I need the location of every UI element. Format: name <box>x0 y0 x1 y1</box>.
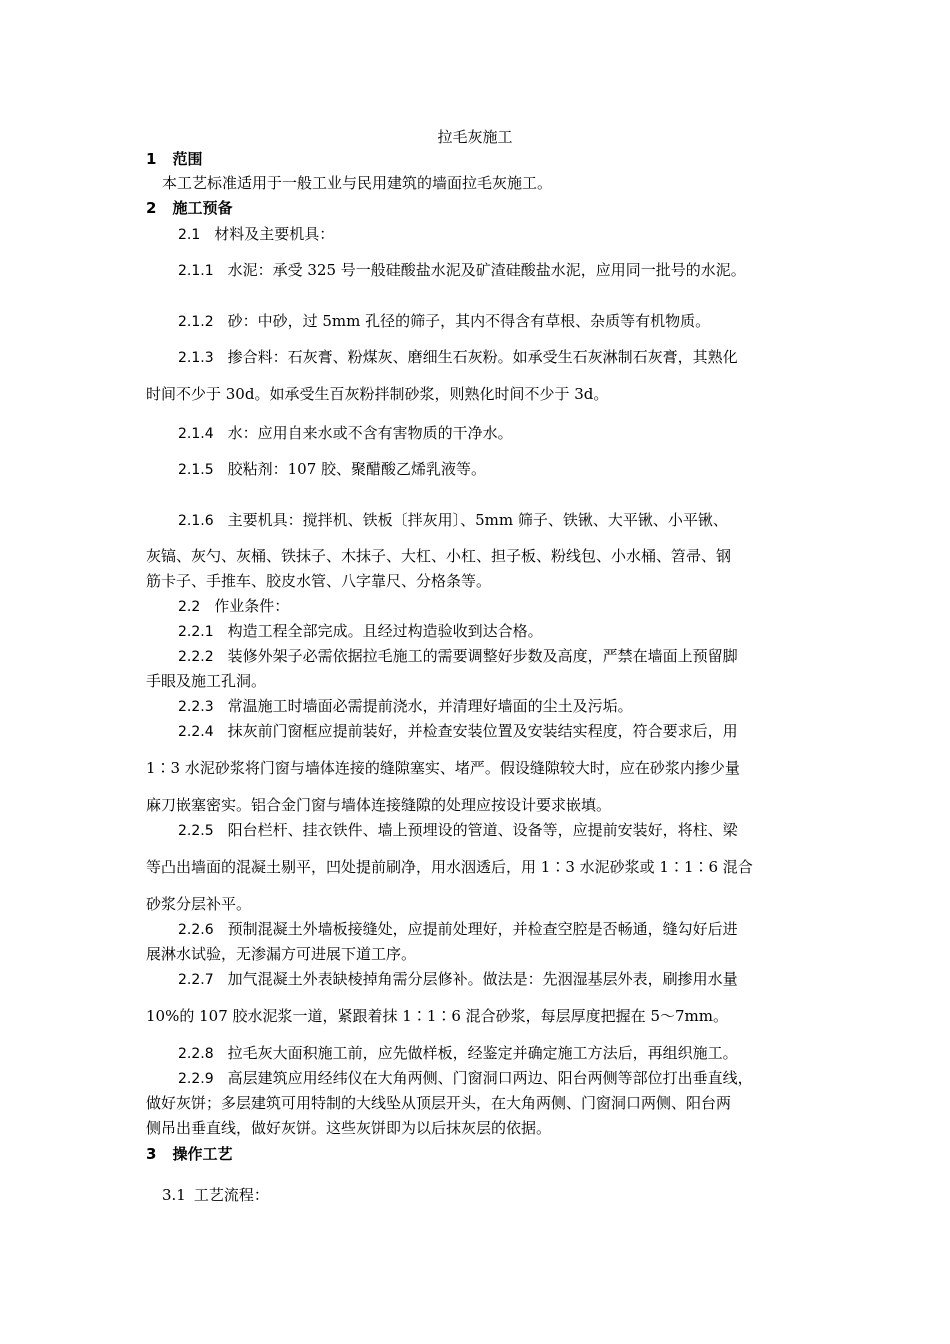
item-2-2-2-continuation: 手眼及施工孔洞。 <box>146 672 267 690</box>
item-2-1: 2.1 材料及主要机具： <box>178 225 335 243</box>
item-2-1-6: 2.1.6 主要机具：搅拌机、铁板〔拌灰用〕、5mm 筛子、铁锹、大平锹、小平锹、 <box>178 511 728 529</box>
item-2-2: 2.2 作业条件： <box>178 597 290 615</box>
item-2-2-4: 2.2.4 抹灰前门窗框应提前装好，并检查安装位置及安装结实程度，符合要求后，用 <box>178 722 738 740</box>
item-2-2-9-continuation-2: 侧吊出垂直线，做好灰饼。这些灰饼即为以后抹灰层的依据。 <box>146 1119 552 1137</box>
item-2-2-4-continuation-1: 1∶3 水泥砂浆将门窗与墙体连接的缝隙塞实、堵严。假设缝隙较大时，应在砂浆内掺少量 <box>146 759 740 777</box>
item-2-2-2: 2.2.2 装修外架子必需依据拉毛施工的需要调整好步数及高度，严禁在墙面上预留脚 <box>178 647 738 665</box>
item-2-2-5: 2.2.5 阳台栏杆、挂衣铁件、墙上预埋设的管道、设备等，应提前安装好，将柱、梁 <box>178 821 738 839</box>
item-2-1-6-continuation-1: 灰镐、灰勺、灰桶、铁抹子、木抹子、大杠、小杠、担子板、粉线包、小水桶、笤帚、钢 <box>146 547 732 565</box>
item-2-2-6: 2.2.6 预制混凝土外墙板接缝处，应提前处理好，并检查空腔是否畅通，缝勾好后进 <box>178 920 738 938</box>
item-2-2-5-continuation-1: 等凸出墙面的混凝土剔平，凹处提前刷净，用水洇透后，用 1∶3 水泥砂浆或 1∶1∶6 混合 <box>146 858 753 876</box>
item-2-2-7-continuation: 10%的 107 胶水泥浆一道，紧跟着抹 1∶1∶6 混合砂浆，每层厚度把握在 5～7mm。 <box>146 1007 728 1025</box>
item-2-2-8: 2.2.8 拉毛灰大面积施工前，应先做样板，经鉴定并确定施工方法后，再组织施工。 <box>178 1044 738 1062</box>
item-2-1-5: 2.1.5 胶粘剂：107 胶、聚醋酸乙烯乳液等。 <box>178 460 487 478</box>
item-2-2-9-continuation-1: 做好灰饼；多层建筑可用特制的大线坠从顶层开头，在大角两侧、门窗洞口两侧、阳台两 <box>146 1094 732 1112</box>
item-2-1-2: 2.1.2 砂：中砂，过 5mm 孔径的筛子，其内不得含有草根、杂质等有机物质。 <box>178 312 711 330</box>
item-2-2-3: 2.2.3 常温施工时墙面必需提前浇水，并清理好墙面的尘土及污垢。 <box>178 697 633 715</box>
item-3-1: 3.1 工艺流程： <box>162 1186 269 1204</box>
item-2-2-9: 2.2.9 高层建筑应用经纬仪在大角两侧、门窗洞口两边、阳台两侧等部位打出垂直线， <box>178 1069 753 1087</box>
item-2-1-4: 2.1.4 水：应用自来水或不含有害物质的干净水。 <box>178 424 513 442</box>
item-2-1-1: 2.1.1 水泥：承受 325 号一般硅酸盐水泥及矿渣硅酸盐水泥，应用同一批号的水泥。 <box>178 261 746 279</box>
document-title: 拉毛灰施工 <box>437 128 513 146</box>
item-2-2-6-continuation: 展淋水试验，无渗漏方可进展下道工序。 <box>146 945 417 963</box>
section-2-heading: 2 施工预备 <box>146 199 233 217</box>
item-2-1-6-continuation-2: 筋卡子、手推车、胶皮水管、八字靠尺、分格条等。 <box>146 572 492 590</box>
item-2-1-3: 2.1.3 掺合料：石灰膏、粉煤灰、磨细生石灰粉。如承受生石灰淋制石灰膏，其熟化 <box>178 348 738 366</box>
item-2-2-5-continuation-2: 砂浆分层补平。 <box>146 895 252 913</box>
item-2-2-7: 2.2.7 加气混凝土外表缺棱掉角需分层修补。做法是：先洇湿基层外表，刷掺用水量 <box>178 970 738 988</box>
section-1-body: 本工艺标准适用于一般工业与民用建筑的墙面拉毛灰施工。 <box>162 174 553 192</box>
item-2-1-3-continuation: 时间不少于 30d。如承受生百灰粉拌制砂浆，则熟化时间不少于 3d。 <box>146 385 609 403</box>
item-2-2-4-continuation-2: 麻刀嵌塞密实。铝合金门窗与墙体连接缝隙的处理应按设计要求嵌填。 <box>146 796 612 814</box>
section-3-heading: 3 操作工艺 <box>146 1145 233 1163</box>
section-1-heading: 1 范围 <box>146 150 203 168</box>
item-2-2-1: 2.2.1 构造工程全部完成。且经过构造验收到达合格。 <box>178 622 543 640</box>
